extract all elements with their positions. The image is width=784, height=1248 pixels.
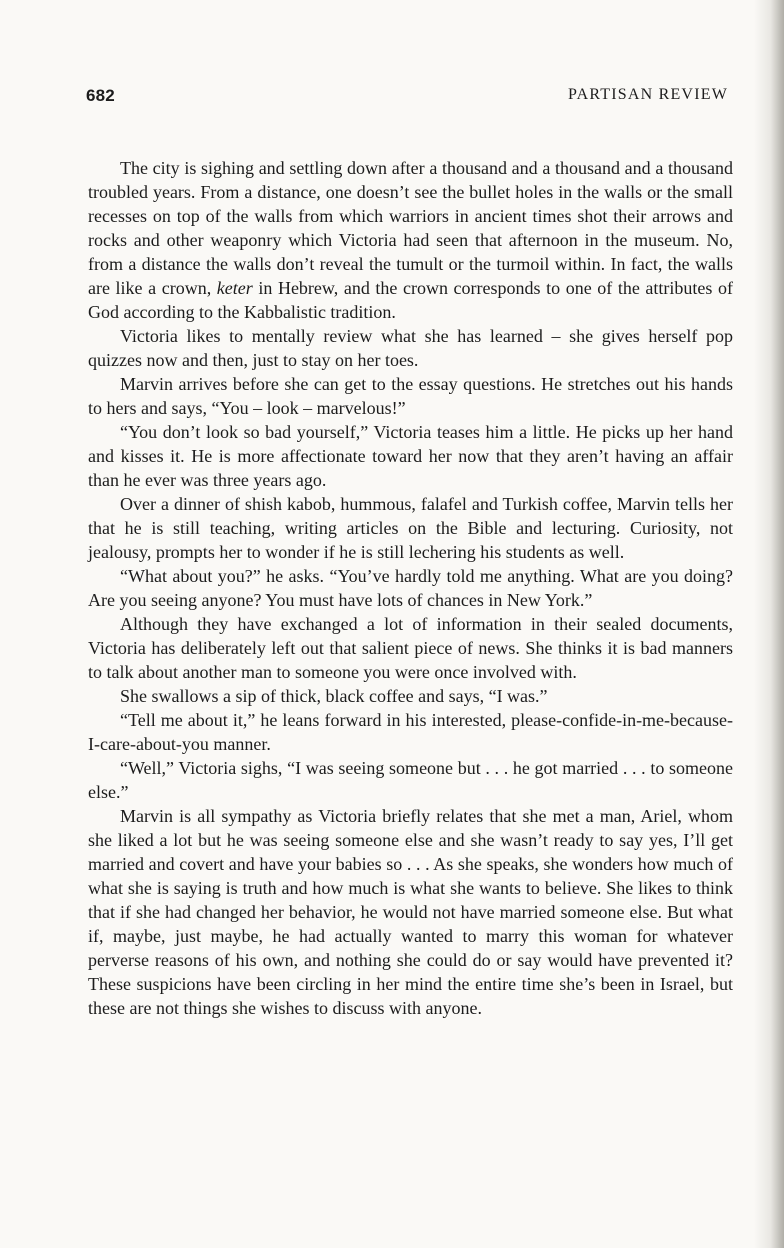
page-header bbox=[86, 86, 728, 112]
italic-word: keter bbox=[216, 278, 253, 298]
paragraph: “Tell me about it,” he leans forward in his interested, please-confide-in-me-because-I-care-about-you manner. bbox=[88, 710, 733, 754]
body-text bbox=[88, 156, 733, 1020]
paragraph: “Well,” Victoria sighs, “I was seeing someone but . . . he got married . . . to someone else.” bbox=[88, 758, 733, 802]
paragraph: Marvin arrives before she can get to the essay questions. He stretches out his hands to hers and says, “You – look – marvelous!” bbox=[88, 374, 733, 418]
paragraph: Victoria likes to mentally review what she has learned – she gives herself pop quizzes now and then, just to stay on her toes. bbox=[88, 326, 733, 370]
paragraph-text: The city is sighing and settling down after a thousand and a thousand and a thousand troubled years. From a distance, one doesn’t see the bullet holes in the walls or the small recesses on top of the walls from which warriors in ancient times shot their arrows and rocks and other weaponry which Victoria had seen that afternoon in the museum. No, from a distance the walls don’t reveal the tumult or the turmoil within. In fact, the walls are like a crown, bbox=[88, 158, 733, 298]
page-number: 682 bbox=[86, 86, 115, 105]
book-spine-shadow bbox=[754, 0, 784, 1248]
paragraph: “What about you?” he asks. “You’ve hardly told me anything. What are you doing? Are you seeing anyone? You must have lots of chances in New York.” bbox=[88, 566, 733, 610]
running-head: PARTISAN REVIEW bbox=[567, 86, 728, 103]
paragraph-text: in Hebrew, and the crown corresponds to one of the attributes of God according to the Kabbalistic tradition. bbox=[88, 278, 733, 322]
paragraph: Although they have exchanged a lot of information in their sealed documents, Victoria has deliberately left out that salient piece of news. She thinks it is bad manners to talk about another man to someone you were once involved with. bbox=[88, 614, 733, 682]
paragraph: She swallows a sip of thick, black coffee and says, “I was.” bbox=[120, 686, 548, 706]
paragraph: “You don’t look so bad yourself,” Victoria teases him a little. He picks up her hand and kisses it. He is more affectionate toward her now that they aren’t having an affair than he ever was three years ago. bbox=[88, 422, 733, 490]
paragraph bbox=[88, 156, 733, 324]
paragraph: Marvin is all sympathy as Victoria briefly relates that she met a man, Ariel, whom she liked a lot but he was seeing someone else and she wasn’t ready to say yes, I’ll get married and covert and have your babies so . . . As she speaks, she wonders how much of what she is saying is truth and how much is what she wants to believe. She likes to think that if she had changed her behavior, he would not have married someone else. But what if, maybe, just maybe, he had actually wanted to marry this woman for whatever perverse reasons of his own, and nothing she could do or say would have prevented it? These suspicions have been circling in her mind the entire time she’s been in Israel, but these are not things she wishes to discuss with anyone. bbox=[88, 806, 733, 1018]
paragraph: Over a dinner of shish kabob, hummous, falafel and Turkish coffee, Marvin tells her that he is still teaching, writing articles on the Bible and lecturing. Curiosity, not jealousy, prompts her to wonder if he is still lechering his students as well. bbox=[88, 494, 733, 562]
